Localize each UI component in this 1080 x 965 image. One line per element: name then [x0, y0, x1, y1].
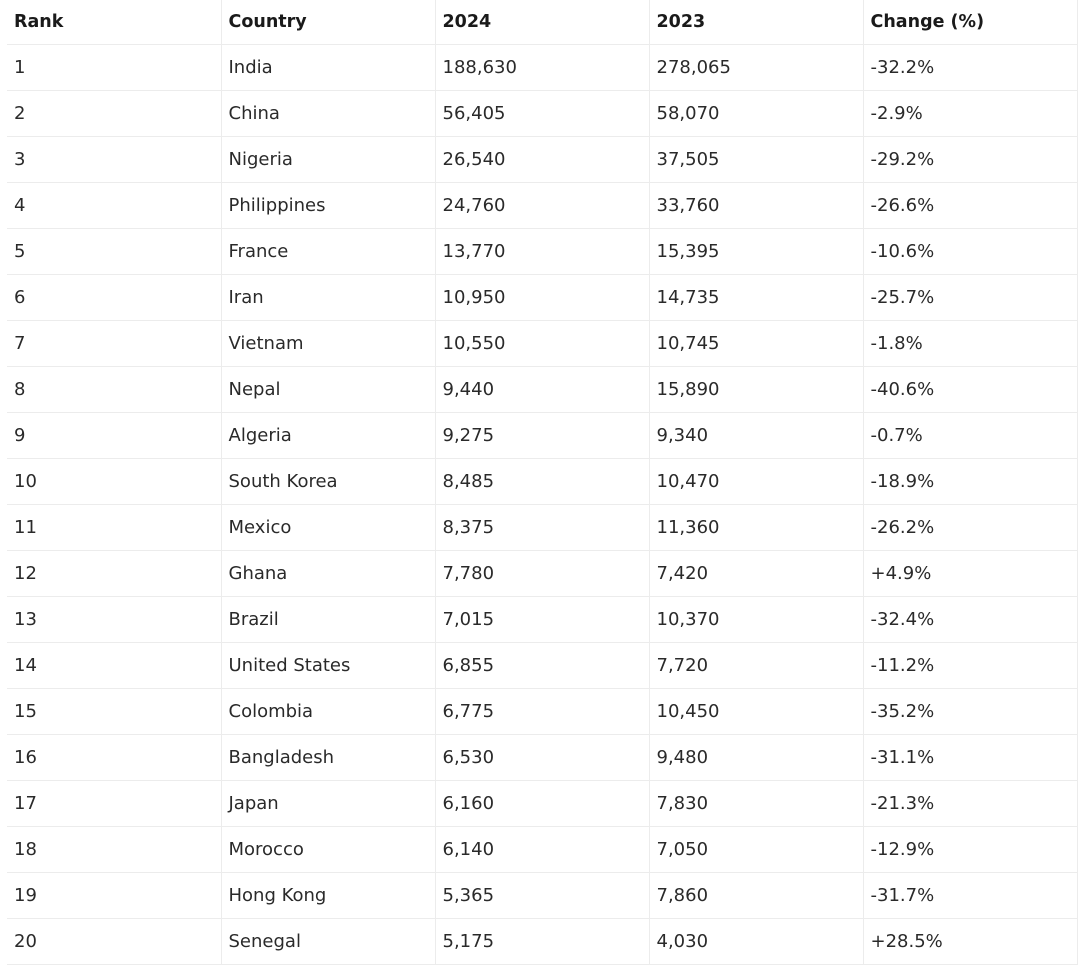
- rank-cell: 20: [7, 918, 221, 964]
- rank-cell: 6: [7, 274, 221, 320]
- header-rank: Rank: [7, 0, 221, 44]
- value-2023-cell: 7,830: [649, 780, 863, 826]
- country-cell: Colombia: [221, 688, 435, 734]
- table-row: [7, 550, 1077, 596]
- rank-cell: 12: [7, 550, 221, 596]
- value-2024-cell: 13,770: [435, 228, 649, 274]
- value-2024-cell: 6,855: [435, 642, 649, 688]
- change-cell: -26.6%: [863, 182, 1077, 228]
- table-row: [7, 504, 1077, 550]
- country-cell: France: [221, 228, 435, 274]
- value-2024-cell: 56,405: [435, 90, 649, 136]
- table-row: [7, 136, 1077, 182]
- header-2024: 2024: [435, 0, 649, 44]
- header-country: Country: [221, 0, 435, 44]
- country-cell: Ghana: [221, 550, 435, 596]
- value-2023-cell: 14,735: [649, 274, 863, 320]
- table-row: [7, 642, 1077, 688]
- value-2023-cell: 7,720: [649, 642, 863, 688]
- value-2024-cell: 7,780: [435, 550, 649, 596]
- country-cell: China: [221, 90, 435, 136]
- change-cell: -21.3%: [863, 780, 1077, 826]
- table-row: [7, 872, 1077, 918]
- rank-cell: 11: [7, 504, 221, 550]
- rank-cell: 13: [7, 596, 221, 642]
- country-cell: Senegal: [221, 918, 435, 964]
- value-2023-cell: 9,340: [649, 412, 863, 458]
- change-cell: -32.2%: [863, 44, 1077, 90]
- value-2023-cell: 4,030: [649, 918, 863, 964]
- table-row: [7, 182, 1077, 228]
- country-cell: Japan: [221, 780, 435, 826]
- table-row: [7, 596, 1077, 642]
- rank-cell: 15: [7, 688, 221, 734]
- rank-cell: 14: [7, 642, 221, 688]
- value-2023-cell: 10,370: [649, 596, 863, 642]
- value-2024-cell: 8,485: [435, 458, 649, 504]
- rank-cell: 17: [7, 780, 221, 826]
- country-cell: Bangladesh: [221, 734, 435, 780]
- rank-cell: 7: [7, 320, 221, 366]
- value-2024-cell: 10,950: [435, 274, 649, 320]
- change-cell: -1.8%: [863, 320, 1077, 366]
- header-change: Change (%): [863, 0, 1077, 44]
- country-cell: Nepal: [221, 366, 435, 412]
- value-2023-cell: 10,745: [649, 320, 863, 366]
- rank-cell: 8: [7, 366, 221, 412]
- change-cell: -10.6%: [863, 228, 1077, 274]
- value-2023-cell: 15,890: [649, 366, 863, 412]
- country-cell: United States: [221, 642, 435, 688]
- table-row: [7, 320, 1077, 366]
- table-row: [7, 734, 1077, 780]
- rank-cell: 10: [7, 458, 221, 504]
- country-cell: Mexico: [221, 504, 435, 550]
- value-2024-cell: 9,440: [435, 366, 649, 412]
- value-2023-cell: 9,480: [649, 734, 863, 780]
- value-2024-cell: 5,365: [435, 872, 649, 918]
- country-cell: Algeria: [221, 412, 435, 458]
- change-cell: -2.9%: [863, 90, 1077, 136]
- value-2023-cell: 33,760: [649, 182, 863, 228]
- change-cell: +28.5%: [863, 918, 1077, 964]
- value-2023-cell: 10,470: [649, 458, 863, 504]
- table-row: [7, 44, 1077, 90]
- table-row: [7, 458, 1077, 504]
- value-2023-cell: 7,050: [649, 826, 863, 872]
- country-cell: Iran: [221, 274, 435, 320]
- change-cell: -26.2%: [863, 504, 1077, 550]
- country-cell: South Korea: [221, 458, 435, 504]
- value-2024-cell: 10,550: [435, 320, 649, 366]
- change-cell: -31.7%: [863, 872, 1077, 918]
- change-cell: -11.2%: [863, 642, 1077, 688]
- value-2024-cell: 7,015: [435, 596, 649, 642]
- change-cell: -25.7%: [863, 274, 1077, 320]
- rank-cell: 16: [7, 734, 221, 780]
- value-2023-cell: 10,450: [649, 688, 863, 734]
- rank-cell: 9: [7, 412, 221, 458]
- rank-cell: 4: [7, 182, 221, 228]
- table-row: [7, 780, 1077, 826]
- change-cell: -35.2%: [863, 688, 1077, 734]
- value-2023-cell: 15,395: [649, 228, 863, 274]
- country-cell: Hong Kong: [221, 872, 435, 918]
- table-row: [7, 274, 1077, 320]
- value-2024-cell: 188,630: [435, 44, 649, 90]
- rank-cell: 18: [7, 826, 221, 872]
- change-cell: -12.9%: [863, 826, 1077, 872]
- table-header: [7, 0, 1077, 44]
- change-cell: -40.6%: [863, 366, 1077, 412]
- value-2023-cell: 58,070: [649, 90, 863, 136]
- table-row: [7, 826, 1077, 872]
- rank-cell: 19: [7, 872, 221, 918]
- country-ranking-table: [7, 0, 1078, 965]
- value-2023-cell: 7,420: [649, 550, 863, 596]
- value-2024-cell: 8,375: [435, 504, 649, 550]
- change-cell: -29.2%: [863, 136, 1077, 182]
- table-row: [7, 412, 1077, 458]
- table-row: [7, 918, 1077, 964]
- change-cell: -18.9%: [863, 458, 1077, 504]
- rank-cell: 2: [7, 90, 221, 136]
- value-2024-cell: 6,140: [435, 826, 649, 872]
- value-2024-cell: 6,530: [435, 734, 649, 780]
- country-cell: Philippines: [221, 182, 435, 228]
- value-2024-cell: 6,160: [435, 780, 649, 826]
- value-2024-cell: 5,175: [435, 918, 649, 964]
- change-cell: -31.1%: [863, 734, 1077, 780]
- value-2024-cell: 24,760: [435, 182, 649, 228]
- value-2024-cell: 26,540: [435, 136, 649, 182]
- country-cell: Nigeria: [221, 136, 435, 182]
- change-cell: -0.7%: [863, 412, 1077, 458]
- country-cell: Brazil: [221, 596, 435, 642]
- country-cell: Morocco: [221, 826, 435, 872]
- value-2024-cell: 9,275: [435, 412, 649, 458]
- country-cell: Vietnam: [221, 320, 435, 366]
- table-body: [7, 44, 1077, 964]
- rank-cell: 1: [7, 44, 221, 90]
- table-row: [7, 228, 1077, 274]
- table-row: [7, 366, 1077, 412]
- change-cell: +4.9%: [863, 550, 1077, 596]
- country-cell: India: [221, 44, 435, 90]
- value-2023-cell: 7,860: [649, 872, 863, 918]
- value-2023-cell: 11,360: [649, 504, 863, 550]
- header-row: [7, 0, 1077, 44]
- rank-cell: 3: [7, 136, 221, 182]
- value-2024-cell: 6,775: [435, 688, 649, 734]
- table-row: [7, 688, 1077, 734]
- value-2023-cell: 278,065: [649, 44, 863, 90]
- change-cell: -32.4%: [863, 596, 1077, 642]
- header-2023: 2023: [649, 0, 863, 44]
- table-row: [7, 90, 1077, 136]
- data-table-container: [7, 0, 1077, 965]
- rank-cell: 5: [7, 228, 221, 274]
- value-2023-cell: 37,505: [649, 136, 863, 182]
